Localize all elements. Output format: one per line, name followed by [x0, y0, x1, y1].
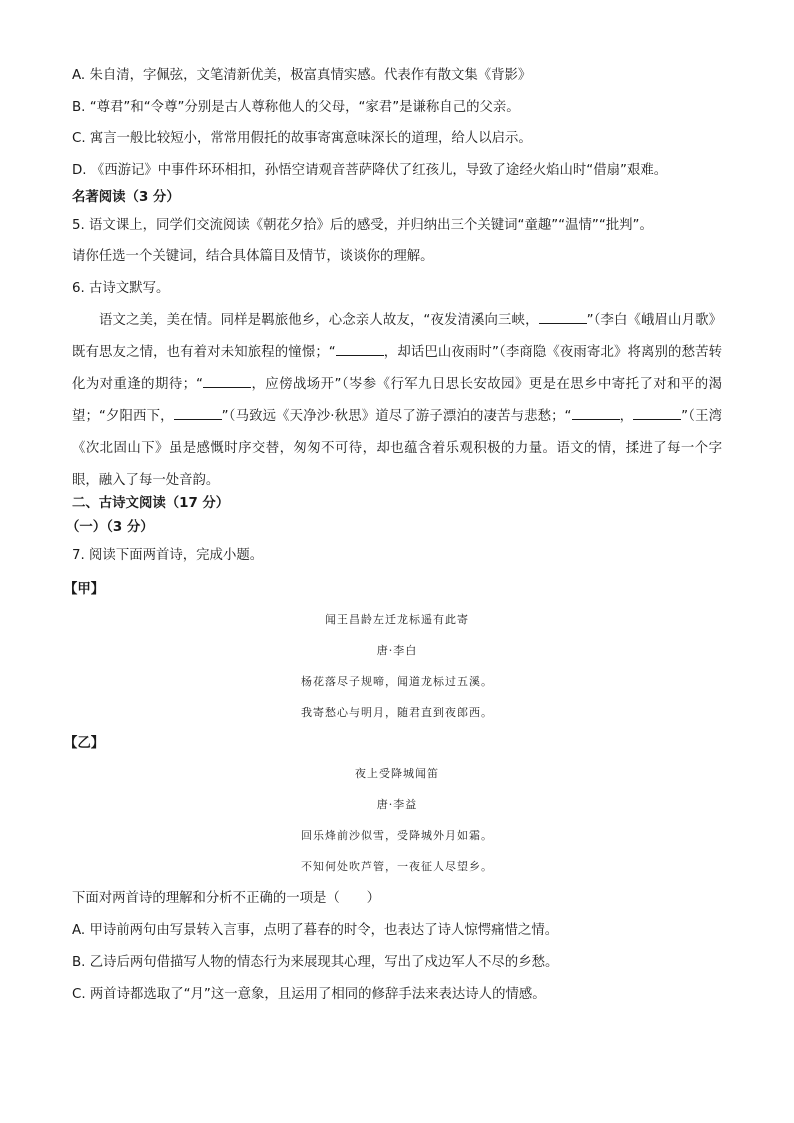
question-7-intro: 7. 阅读下面两首诗，完成小题。: [72, 548, 264, 563]
answer-blank-5[interactable]: [572, 405, 620, 420]
question-6-paragraph: [72, 305, 722, 497]
q6-text-7: ”（王湾《次北固山下》虽是感慨时序交替，匆匆不可待，却也蕴含着乐观积极的力量。语文的情，揉进了每一个字眼，融入了每一处音韵。: [72, 409, 723, 488]
poem-yi-author: 唐·李益: [376, 798, 418, 811]
section-heading-mingzhu: 名著阅读（3 分）: [72, 190, 180, 205]
option-4b: B. “尊君”和“令尊”分别是古人尊称他人的父母，“家君”是谦称自己的父亲。: [72, 100, 520, 115]
poem-jia-title: 闻王昌龄左迁龙标遥有此寄: [325, 613, 469, 626]
answer-blank-2[interactable]: [336, 341, 384, 356]
question-5-line2: 请你任选一个关键词，结合具体篇目及情节，谈谈你的理解。: [72, 249, 434, 264]
option-4d: D. 《西游记》中事件环环相扣，孙悟空请观音菩萨降伏了红孩儿，导致了途经火焰山时“借扇”艰难。: [72, 163, 668, 178]
poem-jia-line1: 杨花落尽子规啼，闻道龙标过五溪。: [301, 675, 493, 688]
poem-yi-line1: 回乐烽前沙似雪，受降城外月如霜。: [301, 829, 493, 842]
option-7c[interactable]: C. 两首诗都选取了“月”这一意象，且运用了相同的修辞手法来表达诗人的情感。: [72, 987, 546, 1002]
question-7-stem: 下面对两首诗的理解和分析不正确的一项是（ ）: [72, 891, 380, 906]
answer-blank-6[interactable]: [633, 405, 681, 420]
q6-text-2: ”（李白《峨眉山月歌》既有思友之情，也有着对未知旅程的憧憬；“: [72, 313, 722, 360]
answer-blank-1[interactable]: [539, 309, 587, 324]
poem-yi-line2: 不知何处吹芦管，一夜征人尽望乡。: [301, 860, 493, 873]
q6-text-6: ，: [619, 409, 634, 424]
poem-yi-title: 夜上受降城闻笛: [355, 767, 439, 780]
q6-text-3: ，却话巴山夜雨时”（李商隐《夜雨寄北》将离别的愁苦转化为对重逢的期待；“: [72, 345, 722, 392]
option-7a[interactable]: A. 甲诗前两句由写景转入言事，点明了暮春的时令，也表达了诗人惊愕痛惜之情。: [72, 923, 559, 938]
answer-blank-3[interactable]: [203, 373, 251, 388]
subsection-heading-one: （一）（3 分）: [66, 520, 154, 535]
option-4a: A. 朱自清，字佩弦，文笔清新优美，极富真情实感。代表作有散文集《背影》: [72, 68, 532, 83]
option-4c: C. 寓言一般比较短小，常常用假托的故事寄寓意味深长的道理，给人以启示。: [72, 131, 532, 146]
answer-blank-4[interactable]: [174, 405, 222, 420]
poem-yi-label: 【乙】: [64, 736, 105, 751]
question-6-title: 6. 古诗文默写。: [72, 281, 170, 296]
q6-text-1: 语文之美，美在情。同样是羁旅他乡，心念亲人故友，“夜发清溪向三峡，: [99, 313, 539, 328]
question-5-line1: 5. 语文课上，同学们交流阅读《朝花夕拾》后的感受，并归纳出三个关键词“童趣”“温情”“批判”。: [72, 218, 653, 233]
poem-jia-line2: 我寄愁心与明月，随君直到夜郎西。: [301, 706, 493, 719]
poem-jia-label: 【甲】: [64, 582, 105, 597]
q6-text-5: ”（马致远《天净沙·秋思》道尽了游子漂泊的凄苦与悲愁；“: [221, 409, 572, 424]
section-heading-two: 二、古诗文阅读（17 分）: [72, 496, 230, 511]
poem-jia-author: 唐·李白: [376, 644, 418, 657]
option-7b[interactable]: B. 乙诗后两句借描写人物的情态行为来展现其心理，写出了戍边军人不尽的乡愁。: [72, 955, 559, 970]
q6-text-4: ，应傍战场开”（岑参《行军九日思长安故园》更是在思乡中寄托了对和平的渴望；“夕阳西下，: [72, 377, 722, 424]
